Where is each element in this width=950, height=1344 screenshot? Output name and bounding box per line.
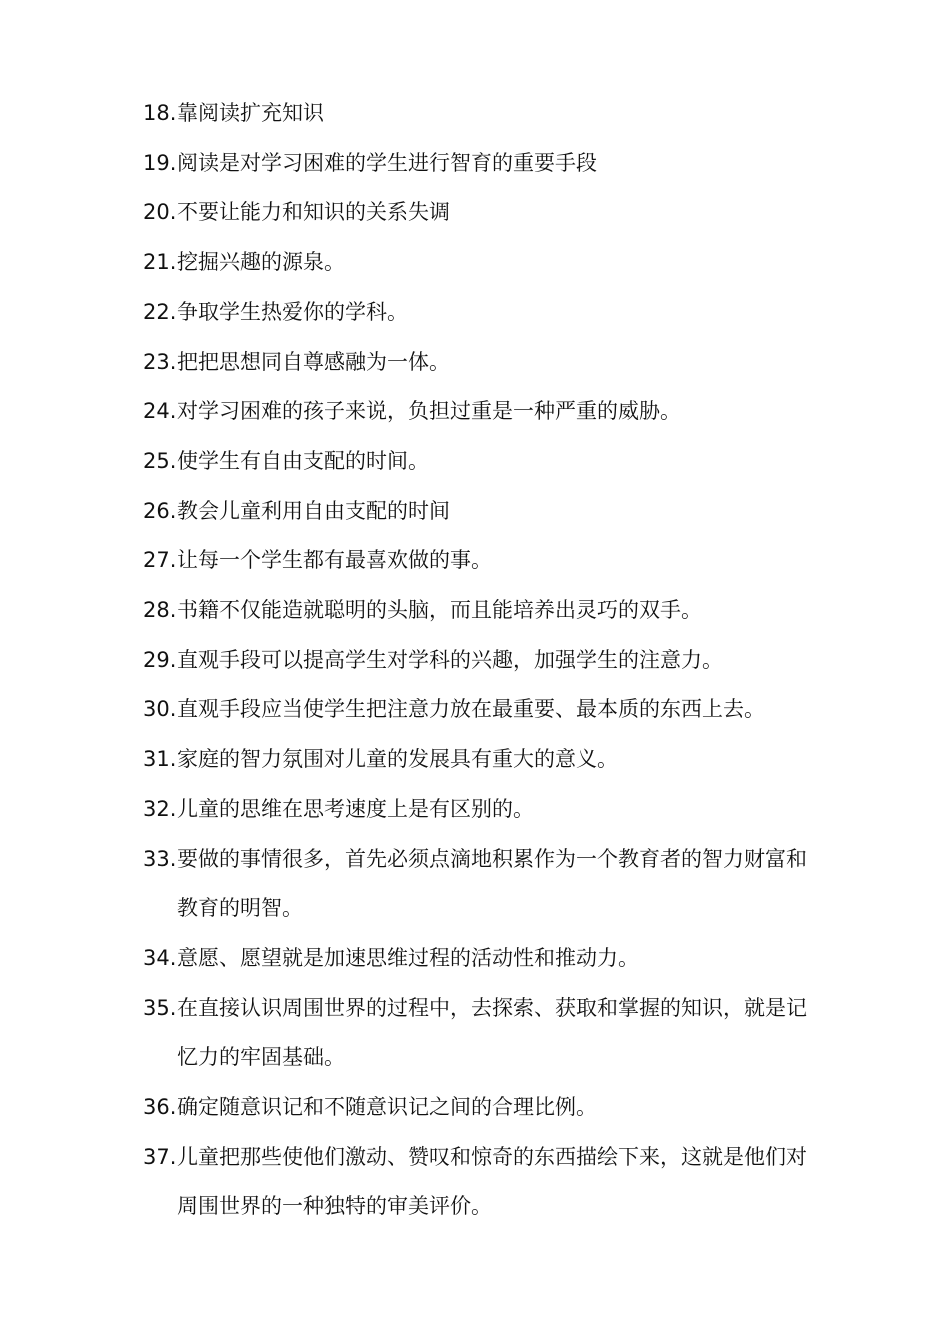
list-item (143, 685, 823, 735)
list-item (143, 188, 823, 238)
item-number: 35. (143, 995, 177, 1020)
list-item (143, 785, 823, 835)
item-text: 不要让能力和知识的关系失调 (177, 200, 450, 225)
item-number: 22. (143, 299, 177, 324)
item-number: 21. (143, 250, 177, 275)
item-number: 26. (143, 498, 177, 523)
item-number: 20. (143, 200, 177, 225)
item-number: 34. (143, 945, 177, 970)
item-number: 36. (143, 1095, 177, 1120)
item-number: 37. (143, 1144, 177, 1169)
list-item (143, 487, 823, 537)
list-item (143, 735, 823, 785)
item-text: 家庭的智力氛围对儿童的发展具有重大的意义。 (177, 747, 618, 772)
item-text: 直观手段可以提高学生对学科的兴趣，加强学生的注意力。 (177, 647, 723, 672)
item-text: 靠阅读扩充知识 (177, 101, 324, 125)
item-number: 32. (143, 796, 177, 821)
item-number: 30. (143, 697, 177, 722)
item-text: 对学习困难的孩子来说，负担过重是一种严重的威胁。 (177, 399, 681, 424)
list-item (143, 536, 823, 586)
item-text: 直观手段应当使学生把注意力放在最重要、最本质的东西上去。 (177, 697, 765, 722)
list-item (143, 437, 823, 487)
list-item (143, 636, 823, 686)
numbered-list (143, 89, 823, 1232)
list-item (143, 1133, 823, 1232)
item-number: 27. (143, 548, 177, 573)
item-text: 儿童的思维在思考速度上是有区别的。 (177, 796, 534, 821)
list-item (143, 139, 823, 189)
item-number: 33. (143, 846, 177, 871)
list-item (143, 288, 823, 338)
item-text: 使学生有自由支配的时间。 (177, 448, 429, 473)
list-item (143, 586, 823, 636)
list-item (143, 934, 823, 984)
item-number: 29. (143, 647, 177, 672)
list-item (143, 835, 823, 934)
list-item (143, 89, 823, 139)
list-item (143, 338, 823, 388)
item-text: 要做的事情很多，首先必须点滴地积累作为一个教育者的智力财富和教育的明智。 (177, 846, 807, 921)
list-item (143, 238, 823, 288)
item-text: 挖掘兴趣的源泉。 (177, 250, 345, 275)
item-text: 把把思想同自尊感融为一体。 (177, 349, 450, 374)
item-number: 18. (143, 101, 177, 125)
item-text: 书籍不仅能造就聪明的头脑，而且能培养出灵巧的双手。 (177, 598, 702, 623)
item-text: 阅读是对学习困难的学生进行智育的重要手段 (177, 150, 597, 175)
list-item (143, 387, 823, 437)
item-text: 在直接认识周围世界的过程中，去探索、获取和掌握的知识，就是记忆力的牢固基础。 (177, 995, 807, 1070)
item-text: 教会儿童利用自由支配的时间 (177, 498, 450, 523)
item-number: 28. (143, 598, 177, 623)
item-number: 19. (143, 150, 177, 175)
item-text: 争取学生热爱你的学科。 (177, 299, 408, 324)
list-item (143, 1083, 823, 1133)
item-number: 24. (143, 399, 177, 424)
item-number: 23. (143, 349, 177, 374)
item-number: 31. (143, 747, 177, 772)
item-text: 意愿、愿望就是加速思维过程的活动性和推动力。 (177, 945, 639, 970)
list-item (143, 984, 823, 1083)
item-text: 儿童把那些使他们激动、赞叹和惊奇的东西描绘下来，这就是他们对周围世界的一种独特的审美评价。 (177, 1144, 807, 1219)
item-number: 25. (143, 448, 177, 473)
item-text: 确定随意识记和不随意识记之间的合理比例。 (177, 1095, 597, 1120)
item-text: 让每一个学生都有最喜欢做的事。 (177, 548, 492, 573)
